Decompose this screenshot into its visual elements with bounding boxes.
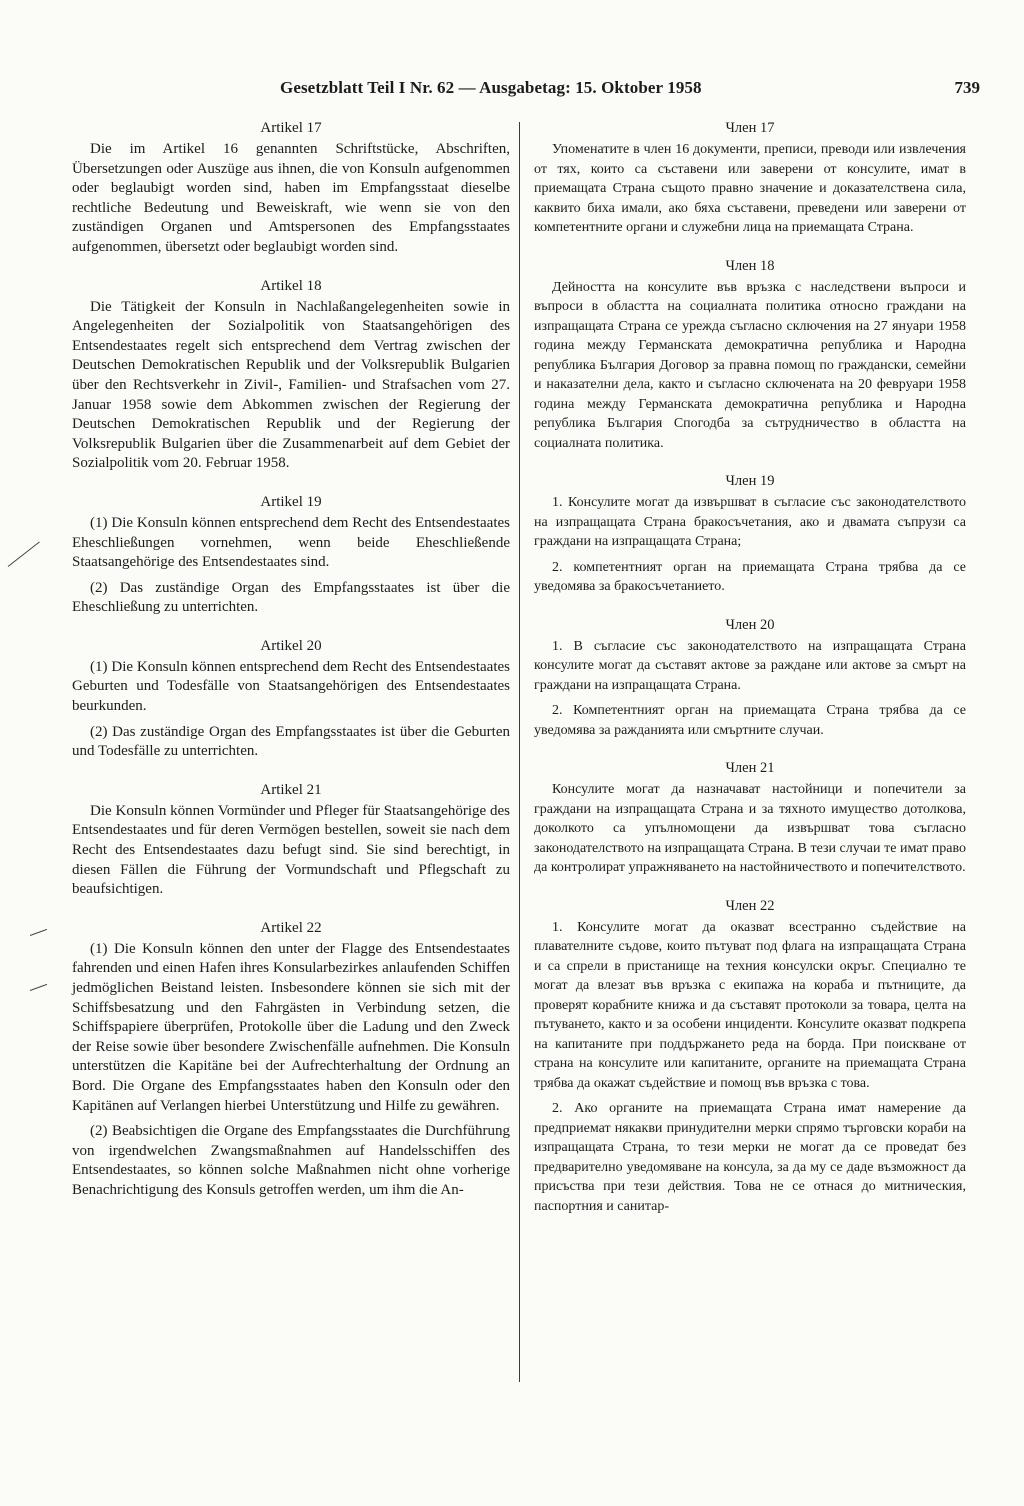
article-19 <box>72 492 510 618</box>
article-paragraph: (1) Die Konsuln können entsprechend dem Recht des Entsendestaates Eheschließungen vornehmen, wenn beide Eheschließende Staatsangehörige des Entsendestaates sind. <box>72 514 510 571</box>
header-title: Gesetzblatt Teil I Nr. 62 — Ausgabetag: 15. Oktober 1958 <box>280 78 702 97</box>
article-paragraph: Die Tätigkeit der Konsuln in Nachlaßangelegenheiten sowie in Angelegenheiten der Sozialpolitik von Staatsangehörigen des Entsendestaates regelt sich entsprechend dem Vertrag zwischen der Deutschen Demokratischen Republik und der Volksrepublik Bulgarien über den Rechtsverkehr in Zivil-, Familien- und Strafsachen vom 27. Januar 1958 sowie dem Abkommen zwischen der Regierung der Deutschen Demokratischen Republik und der Regierung der Volksrepublik Bulgarien über die Zusammenarbeit auf dem Gebiet der Sozialpolitik vom 20. Februar 1958. <box>72 298 510 472</box>
article-paragraph: (2) Das zuständige Organ des Empfangsstaates ist über die Eheschließung zu unterrichten. <box>72 579 510 616</box>
chlen-17 <box>534 118 966 238</box>
article-paragraph: Консулите могат да назначават настойници и попечители за граждани на изпращащата Страна и за тяхното имущество дотолкова, доколкото са упълномощени да извършват това съгласно законодателството на изпращащата Страна. В тези случаи те имат право да контролират упражняването на настойничеството и попечителството. <box>534 782 966 875</box>
chlen-19 <box>534 471 966 597</box>
article-heading: Artikel 22 <box>260 919 322 936</box>
page-number: 739 <box>954 78 980 97</box>
article-paragraph: Дейността на консулите във връзка с наследствени въпроси и въпроси в областта на социалната политика относно граждани на изпращащата Страна се урежда съгласно сключения на 27 януари 1958 година между Германската демократична република и Народна република България Договор за правна помощ по граждански, семейни и наказателни дела, както и съгласно сключената на 20 февруари 1958 година между Германската демократична република и Народна република България Спогодба за сътрудничество в областта на социалната политика. <box>534 279 966 451</box>
article-17 <box>72 118 510 258</box>
article-heading: Член 17 <box>725 120 775 136</box>
article-paragraph: 2. Компетентният орган на приемащата Страна трябва да се уведомява за ражданията или смъртните случаи. <box>534 703 966 738</box>
article-paragraph: (1) Die Konsuln können den unter der Flagge des Entsendestaates fahrenden und einen Hafen ihres Konsularbezirkes anlaufenden Schiffen jedmöglichen Beistand leisten. Insbesondere können sie sich mit der Schiffsbesatzung und den Fahrgästen in Verbindung setzen, die Schiffspapiere überprüfen, Protokolle über die Ladung und den Zweck der Reise sowie über besondere Zwischenfälle aufnehmen. Die Konsuln unterstützen die Kapitäne bei der Aufrechterhaltung der Ordnung an Bord. Die Organe des Empfangsstaates haben den Konsuln oder den Kapitänen auf Verlangen hierbei Unterstützung und Hilfe zu gewähren. <box>72 940 510 1114</box>
article-paragraph: Die im Artikel 16 genannten Schriftstücke, Abschriften, Übersetzungen oder Auszüge aus ihnen, die von Konsuln aufgenommen oder beglaubigt worden sind, haben im Empfangsstaat dieselbe rechtliche Bedeutung und Beweiskraft, wie wenn sie von den zuständigen Organen und Amtspersonen des Empfangsstaates aufgenommen, übersetzt oder beglaubigt worden sind. <box>72 141 510 255</box>
article-18 <box>72 276 510 474</box>
article-paragraph: 1. В съгласие със законодателството на изпращащата Страна консулите могат да съставят актове за раждане или актове за смърт на граждани на изпращащата Страна. <box>534 638 966 693</box>
article-22 <box>72 918 510 1201</box>
article-heading: Член 20 <box>725 616 775 633</box>
chlen-18 <box>534 256 966 454</box>
article-heading: Artikel 20 <box>260 637 322 654</box>
article-paragraph: (1) Die Konsuln können entsprechend dem Recht des Entsendestaates Geburten und Todesfälle von Staatsangehörigen des Entsendestaates beurkunden. <box>72 658 510 715</box>
article-paragraph: (2) Das zuständige Organ des Empfangsstaates ist über die Geburten und Todesfälle zu unterrichten. <box>72 723 510 760</box>
page-header <box>280 78 980 102</box>
article-paragraph: 1. Консулите могат да оказват всестранно съдействие на плавателните съдове, които пътуват под флага на изпращащата Страна и са спрели в пристанище на техния консулски окръг. Специално те могат да влезат във връзка с екипажа на кораба и пътниците, да проверят корабните книжа и да съставят протоколи за товара, целта на пътуването, както и за особени инциденти. Консулите оказват подкрепа на капитаните при поддържането реда на борда. При поискване от страна на консулите или капитаните, органите на приемащата Страна трябва да окажат съдействие и помощ във връзка с това. <box>534 919 966 1091</box>
margin-mark <box>30 929 47 936</box>
article-heading: Член 22 <box>725 897 775 914</box>
column-divider <box>519 122 520 1382</box>
article-20 <box>72 636 510 762</box>
article-paragraph: Упоменатите в член 16 документи, преписи, преводи или извлечения от тях, които са съставени или заверени от консулите, имат в приемащата Страна същото правно значение и доказателствена сила, каквито биха имали, ако бяха съставени, преведени или заверени от компетентните органи и служебни лица на приемащата Страна. <box>534 142 966 235</box>
german-column <box>72 118 510 1219</box>
article-paragraph: 2. компетентният орган на приемащата Страна трябва да се уведомява за бракосъчетанието. <box>534 559 966 594</box>
chlen-20 <box>534 615 966 741</box>
article-heading: Artikel 21 <box>260 781 322 798</box>
article-paragraph: 1. Консулите могат да извършват в съгласие със законодателството на изпращащата Страна бракосъчетания, ако и двамата съпрузи са граждани на изпращащата Страна; <box>534 495 966 549</box>
bulgarian-column <box>534 118 966 1234</box>
chlen-22 <box>534 896 966 1217</box>
article-21 <box>72 780 510 900</box>
article-paragraph: Die Konsuln können Vormünder und Pfleger für Staatsangehörige des Entsendestaates und für deren Vermögen bestellen, soweit sie nach dem Recht des Entsendestaates dazu befugt sind. Sie sind berechtigt, in diesen Fällen die Führung der Vormundschaft und Pflegschaft zu beaufsichtigen. <box>72 802 510 898</box>
article-heading: Член 21 <box>725 760 775 776</box>
margin-mark <box>8 541 40 566</box>
article-heading: Член 18 <box>725 257 775 274</box>
margin-mark <box>30 984 47 991</box>
article-heading: Artikel 19 <box>260 493 322 510</box>
article-heading: Член 19 <box>725 473 775 489</box>
article-heading: Artikel 17 <box>260 120 322 136</box>
chlen-21 <box>534 758 966 878</box>
article-paragraph: (2) Beabsichtigen die Organe des Empfangsstaates die Durchführung von irgendwelchen Zwangsmaßnahmen auf Handelsschiffen des Entsendestaates, so können solche Maßnahmen nicht ohne vorherige Benachrichtigung des Konsuls getroffen werden, um ihm die An- <box>72 1123 510 1198</box>
article-paragraph: 2. Ако органите на приемащата Страна имат намерение да предприемат някакви принудителни мерки спрямо търговски кораби на изпращащата Страна, то тези мерки не могат да се проведат без предварително уведомяване на консула, за да му се даде възможност да присъства при тези действия. Това не се отнася до митническия, паспортния и санитар- <box>534 1101 966 1214</box>
article-heading: Artikel 18 <box>260 277 322 294</box>
